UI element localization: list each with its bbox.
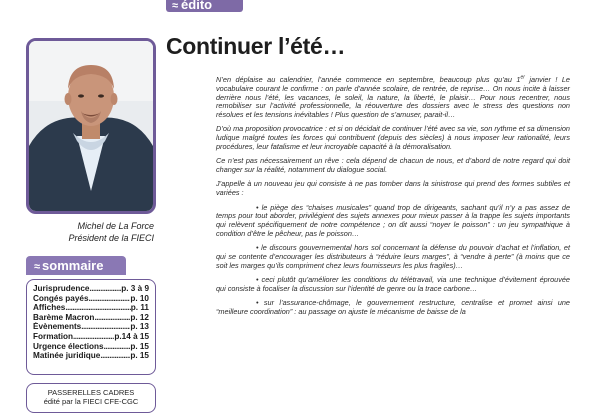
toc-item-label: Évènements — [33, 322, 82, 332]
summary-tab-label: sommaire — [42, 258, 104, 273]
author-name: Michel de La Force — [77, 221, 154, 231]
article-bullet: • sur l’assurance-chômage, le gouvernement restructure, centralise et promet ainsi une “meilleure coordination” : au passage on ajuste le mécanisme de baisse de la — [216, 298, 570, 317]
author-role: Président de la FIECI — [68, 233, 154, 243]
summary-tab — [26, 256, 126, 275]
author-photo — [26, 38, 156, 214]
toc-item-label: Urgence élections — [33, 341, 104, 351]
toc-item[interactable] — [33, 284, 149, 294]
toc-item[interactable] — [33, 294, 149, 304]
toc-item-page: p. 15 — [130, 341, 149, 351]
toc-item-page: p. 11 — [130, 303, 149, 313]
article-paragraph: D’où ma proposition provocatrice : et si on décidait de continuer l’été avec sa vie, son rythme et sa dimension ludique malgré toutes les forces qui contribuent (depuis des siècles) à nous imposer leur rationalité, leurs procédures, leur fatalisme et leur incroyable capacité à la démoralisation. — [216, 124, 570, 152]
toc-item[interactable] — [33, 342, 149, 352]
toc-item-page: p. 12 — [130, 312, 149, 322]
toc-item-label: Barème Macron — [33, 312, 95, 322]
toc-item-page: p. 3 à 9 — [121, 284, 149, 293]
section-tab-edito — [166, 0, 243, 12]
toc-item[interactable] — [33, 313, 149, 323]
editorial-body — [216, 76, 570, 322]
publisher-line-1: PASSERELLES CADRES — [47, 388, 135, 397]
publisher-box — [26, 383, 156, 413]
toc-item[interactable] — [33, 303, 149, 313]
page-title: Continuer l’été… — [166, 33, 346, 59]
article-bullet: • ceci plutôt qu’améliorer les conditions du télétravail, via une technique d’évitement éprouvée qui consiste à focaliser la discussion sur l’identité de genre ou la trace carbone… — [216, 275, 570, 293]
article-paragraph: J’appelle à un nouveau jeu qui consiste à ne pas tomber dans la sinistrose qui prend des formes subtiles et variées : — [216, 179, 570, 198]
toc-item-page: p. 15 — [130, 351, 149, 361]
article-bullet: • le piège des “chaises musicales” quand trop de dirigeants, sachant qu’il n’y a pas assez de temps pour tout aborder, privilégient des sujets annexes pour mieux passer à la trappe les sujets importants qui relèvent spécifiquement de notre compétence ; on dit aussi “noyer le poisson” : un jeu sympathique à condition d’être le pêcheur, pas le poisson… — [216, 202, 570, 238]
tilde-wave-icon: ≈ — [172, 0, 179, 12]
toc-item-page: p.14 à 15 — [114, 331, 149, 341]
publisher-line-2: édité par la FIECI CFE-CGC — [43, 397, 139, 406]
article-bullet: • le discours gouvernemental hors sol concernant la défense du pouvoir d’achat et l’inflation, et qui se contente d’encourager les distributeurs à “réduire leurs marges”, à “vendre à perte” (à moins que ce soit les marges qu’ils compriment chez leurs fournisseurs les plus fragiles)… — [216, 243, 570, 270]
article-paragraph: N’en déplaise au calendrier, l’année commence en septembre, beaucoup plus qu’au 1er janvier ! Le vocabulaire courant le confirme : on parle d’année scolaire, de rentrée, de reprise… On nous incite à laisser derrière nous l’été, les vacances, le soleil, la nature, la liberté, le plaisir… Pour nous recentrer, nous remobiliser sur l’activité professionnelle, la réouverture des dossiers avec le stress des questions non résolues et les tensions inévitables ! Plus question de s’amuser, parait-il… — [216, 74, 570, 120]
author-portrait-illustration — [29, 41, 153, 211]
toc-item-label: Congés payés — [33, 293, 89, 303]
table-of-contents — [26, 279, 156, 375]
toc-item[interactable] — [33, 322, 149, 332]
article-paragraph: Ce n’est pas nécessairement un rêve : cela dépend de chacun de nous, et d’abord de notre regard qui doit changer sur la réalité, notamment du dialogue social. — [216, 156, 570, 175]
section-tab-label: édito — [181, 0, 213, 12]
toc-item-label: Affiches — [33, 303, 66, 313]
toc-item-page: p. 13 — [130, 322, 149, 332]
toc-item-page: p. 10 — [130, 293, 149, 303]
toc-item[interactable] — [33, 351, 149, 361]
toc-item[interactable] — [33, 332, 149, 342]
tilde-wave-icon: ≈ — [34, 261, 41, 273]
toc-item-label: Formation — [33, 331, 74, 341]
toc-item-label: Jurisprudence — [33, 284, 90, 293]
toc-item-label: Matinée juridique — [33, 351, 101, 361]
